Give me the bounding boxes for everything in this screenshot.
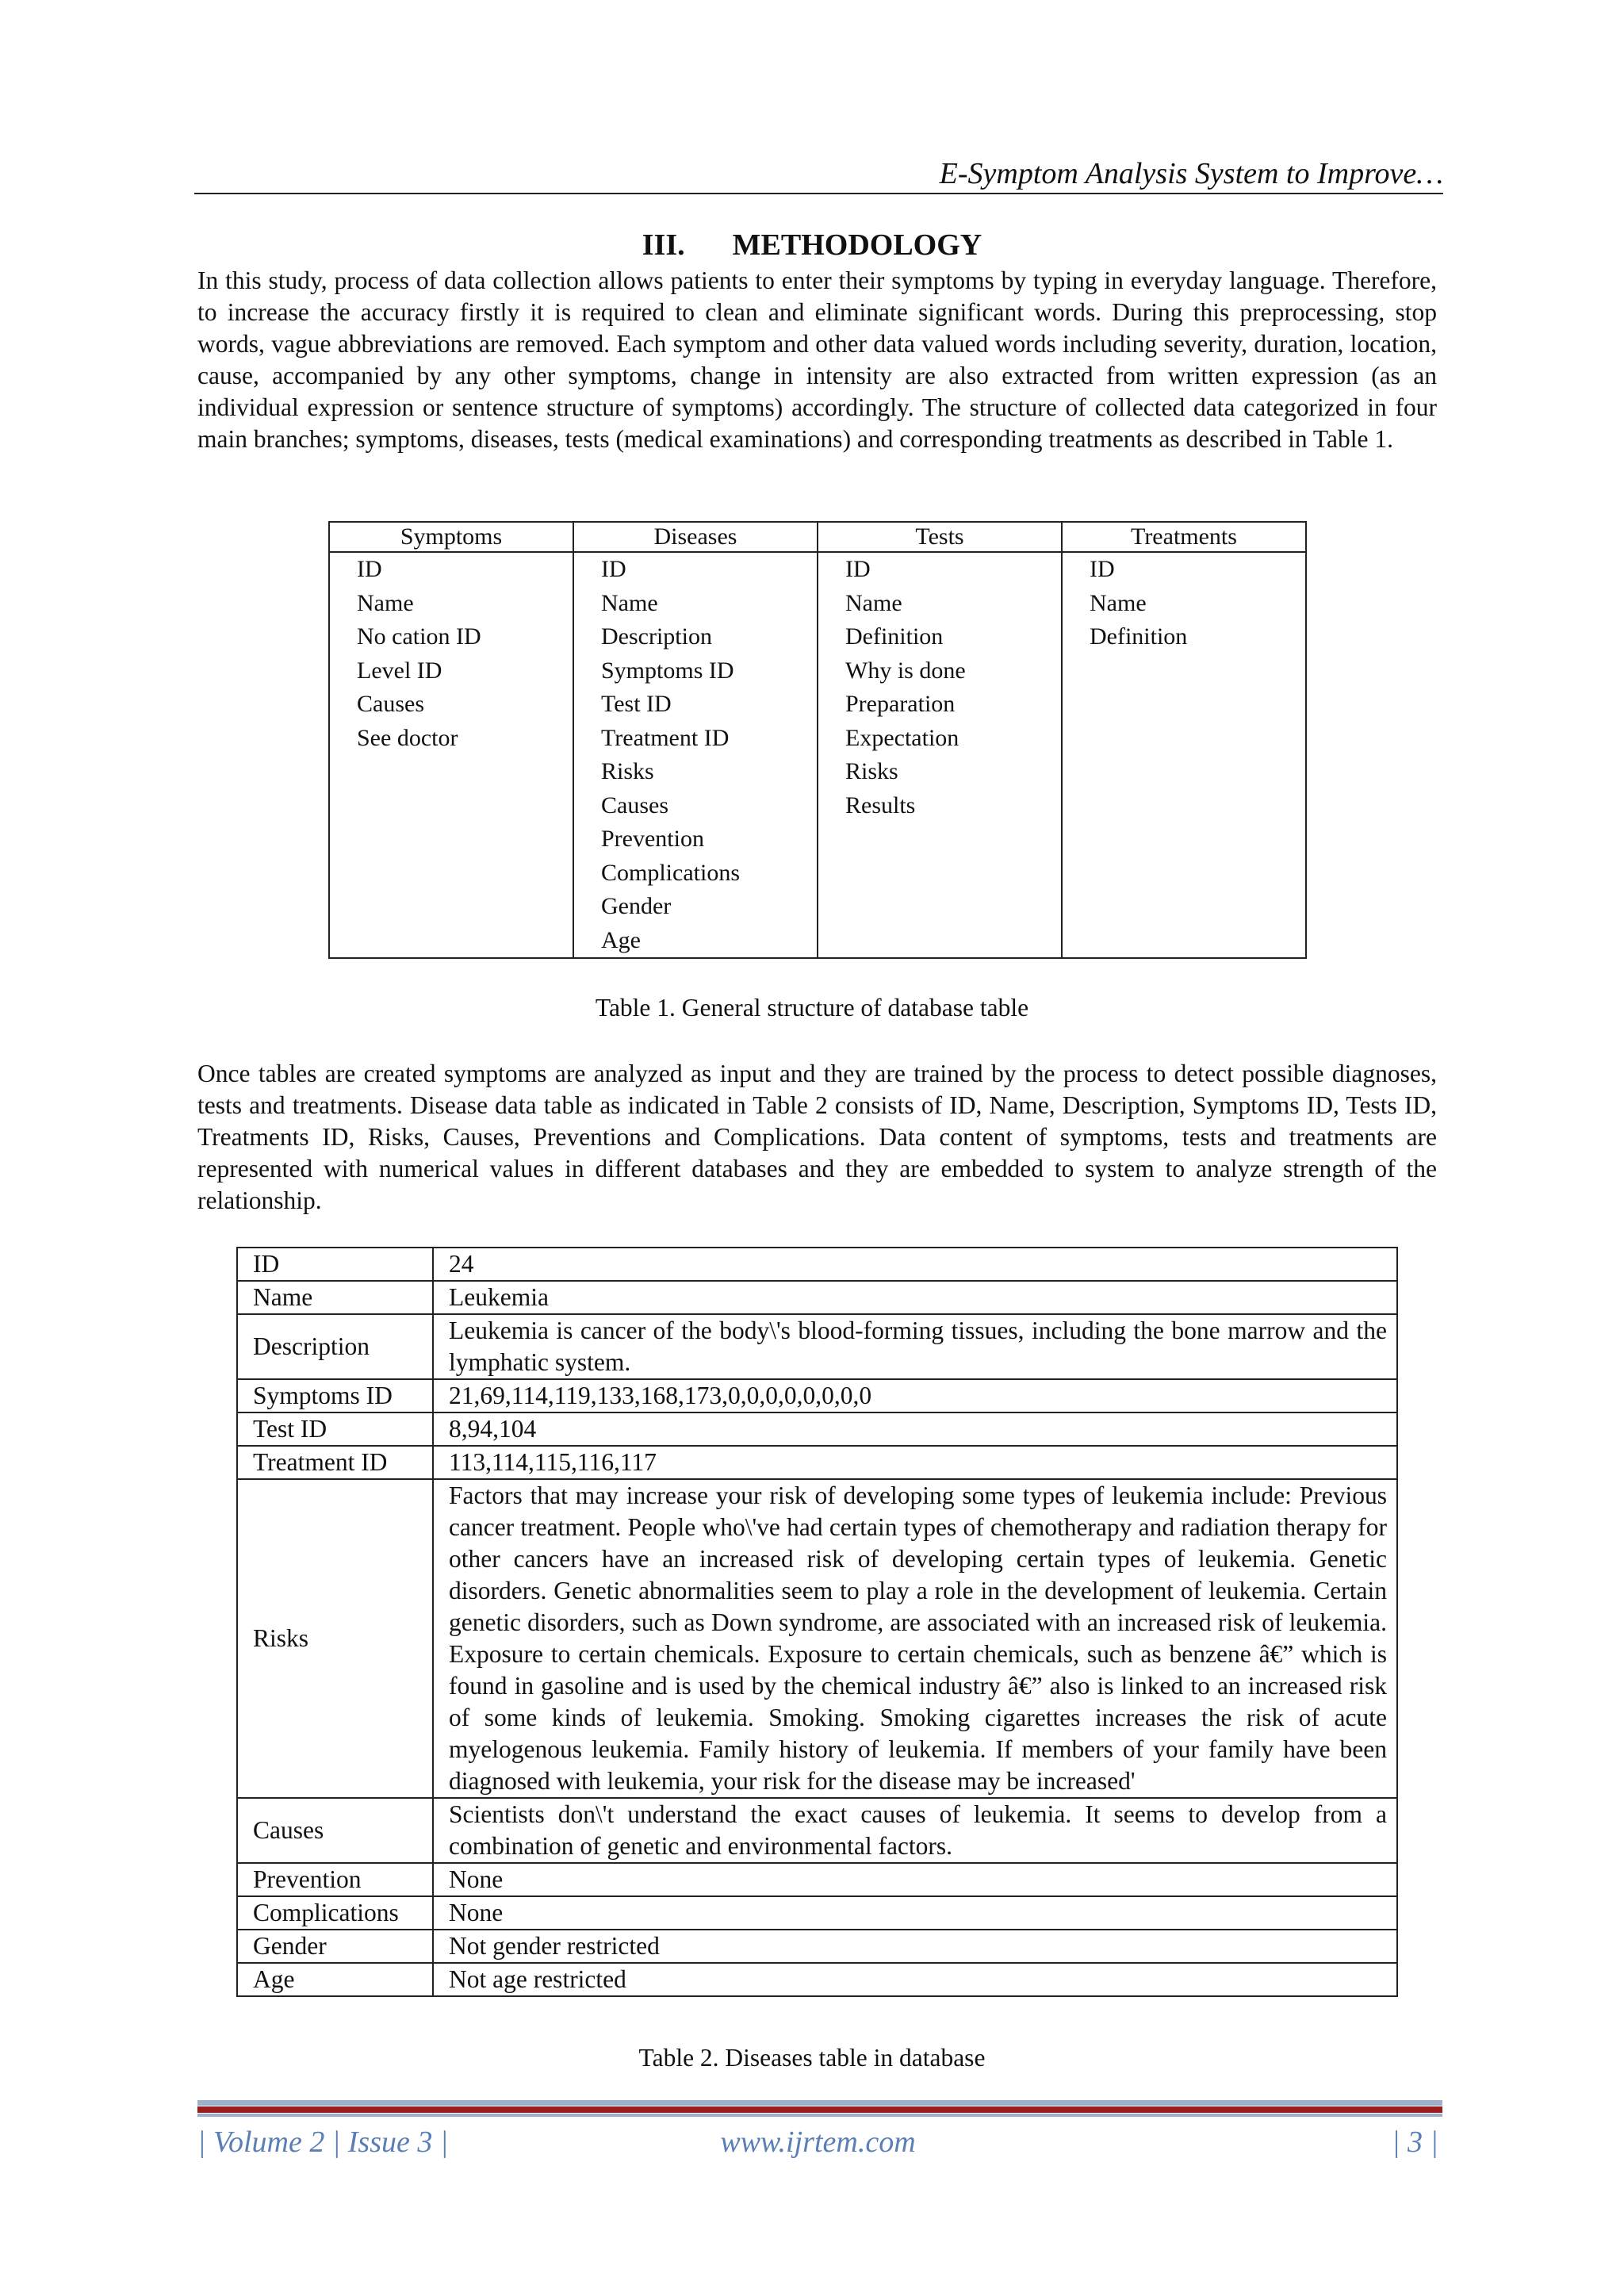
table2-value: Factors that may increase your risk of developing some types of leukemia include: Previous cancer treatment. People who\'ve had certain types of chemotherapy and radiation therapy for other cancers have an increased risk of developing certain types of leukemia. Genetic disorders. Genetic abnormalities seem to play a role in the development of leukemia. Certain genetic disorders, such as Down syndrome, are associated with an increased risk of leukemia. Exposure to certain chemicals. Exposure to certain chemicals, such as benzene â€” which is found in gasoline and is used by the chemical industry â€” also is linked to an increased risk of some kinds of leukemia. Smoking. Smoking cigarettes increases the risk of acute myelogenous leukemia. Family history of leukemia. If members of your family have been diagnosed with leukemia, your risk for the disease may be increased' [433,1479,1397,1798]
table2-row [237,1446,1397,1479]
table1-col-treatments [1062,552,1306,958]
footer-rule-blue-thin [197,2114,1442,2117]
table1-header-treatments: Treatments [1062,522,1306,552]
table1-field: ID [357,556,382,582]
table1-field: Causes [357,691,424,717]
table1-field: Name [845,589,902,616]
table1-body-row [329,552,1306,958]
table1-field: Test ID [601,691,672,717]
table2-row [237,1798,1397,1863]
table1-field: ID [1090,556,1115,582]
table1-field: See doctor [357,724,458,751]
table2-label: Causes [237,1798,433,1863]
footer-rule-red [197,2106,1442,2113]
table1-field: Risks [601,758,654,784]
table1-field: Why is done [845,657,966,684]
table2-value: Leukemia is cancer of the body\'s blood-forming tissues, including the bone marrow and the lymphatic system. [433,1314,1397,1379]
table2-value: None [433,1896,1397,1930]
table2-row [237,1314,1397,1379]
table1-field: Gender [601,893,672,919]
table1-field: Risks [845,758,898,784]
table2-caption: Table 2. Diseases table in database [638,2044,986,2072]
table2-label: Test ID [237,1412,433,1446]
table2-value: 21,69,114,119,133,168,173,0,0,0,0,0,0,0,0 [433,1379,1397,1412]
section-heading [0,227,1624,263]
table1-field: Age [601,926,641,953]
table2-value: 8,94,104 [433,1412,1397,1446]
footer-rule-blue [197,2100,1442,2106]
table2-label: Gender [237,1930,433,1963]
footer-website: www.ijrtem.com [720,2125,916,2159]
table2-value: 113,114,115,116,117 [433,1446,1397,1479]
table2-row [237,1863,1397,1896]
table1-header-symptoms: Symptoms [329,522,573,552]
table2-row [237,1896,1397,1930]
table1-field: ID [845,556,871,582]
table2-label: Prevention [237,1863,433,1896]
table2-row [237,1248,1397,1281]
table2-row [237,1930,1397,1963]
table2-label: ID [237,1248,433,1281]
table1-field: Prevention [601,826,704,852]
footer-page-number: | 3 | [1392,2125,1438,2159]
table2-value: Not age restricted [433,1963,1397,1996]
table1-header-tests: Tests [818,522,1062,552]
table2-row [237,1281,1397,1314]
running-header: E-Symptom Analysis System to Improve… [939,157,1443,190]
table2-label: Complications [237,1896,433,1930]
table1-field: Preparation [845,691,956,717]
table2-label: Risks [237,1479,433,1798]
table1-col-symptoms [329,552,573,958]
table1-field: Description [601,623,712,650]
table1-field: ID [601,556,626,582]
table2-value: 24 [433,1248,1397,1281]
table2-value: None [433,1863,1397,1896]
table2-value: Not gender restricted [433,1930,1397,1963]
table2-value: Scientists don\'t understand the exact causes of leukemia. It seems to develop from a combination of genetic and environmental factors. [433,1798,1397,1863]
table-diseases [236,1247,1398,1997]
table1-field: Causes [601,792,668,818]
table2-label: Symptoms ID [237,1379,433,1412]
section-title: METHODOLOGY [732,228,982,262]
table1-field: Results [845,792,916,818]
table1-field: No cation ID [357,623,481,650]
table1-field: Name [357,589,414,616]
table1-field: Expectation [845,724,959,751]
table1-header-row [329,522,1306,552]
table1-col-diseases [573,552,818,958]
footer-volume-issue: | Volume 2 | Issue 3 | [197,2125,449,2159]
table2-label: Treatment ID [237,1446,433,1479]
table1-field: Definition [1090,623,1188,650]
table2-label: Description [237,1314,433,1379]
table1-field: Complications [601,859,740,886]
table2-label: Name [237,1281,433,1314]
table1-field: Treatment ID [601,724,730,751]
table-database-structure [328,521,1307,959]
table1-caption: Table 1. General structure of database table [595,994,1029,1022]
table2-row [237,1479,1397,1798]
section-number: III. [642,228,685,262]
table1-field: Level ID [357,657,442,684]
paragraph-disease-table: Once tables are created symptoms are analyzed as input and they are trained by the process to detect possible diagnoses, tests and treatments. Disease data table as indicated in Table 2 consists of ID, Name, Description, Symptoms ID, Tests ID, Treatments ID, Risks, Causes, Preventions and Complications. Data content of symptoms, tests and treatments are represented with numerical values in different databases and they are embedded to system to analyze strength of the relationship. [197,1060,1437,1214]
header-rule [194,193,1443,194]
table2-row [237,1412,1397,1446]
table1-field: Symptoms ID [601,657,734,684]
table2-row [237,1963,1397,1996]
table1-col-tests [818,552,1062,958]
table1-field: Name [601,589,658,616]
table2-row [237,1379,1397,1412]
table2-label: Age [237,1963,433,1996]
table1-field: Definition [845,623,944,650]
table1-header-diseases: Diseases [573,522,818,552]
table2-value: Leukemia [433,1281,1397,1314]
table1-field: Name [1090,589,1147,616]
paragraph-methodology-intro: In this study, process of data collection allows patients to enter their symptoms by typing in everyday language. Therefore, to increase the accuracy firstly it is required to clean and eliminate significant words. During this preprocessing, stop words, vague abbreviations are removed. Each symptom and other data valued words including severity, duration, location, cause, accompanied by any other symptoms, change in intensity are also extracted from written expression (as an individual expression or sentence structure of symptoms) accordingly. The structure of collected data categorized in four main branches; symptoms, diseases, tests (medical examinations) and corresponding treatments as described in Table 1. [197,266,1437,453]
